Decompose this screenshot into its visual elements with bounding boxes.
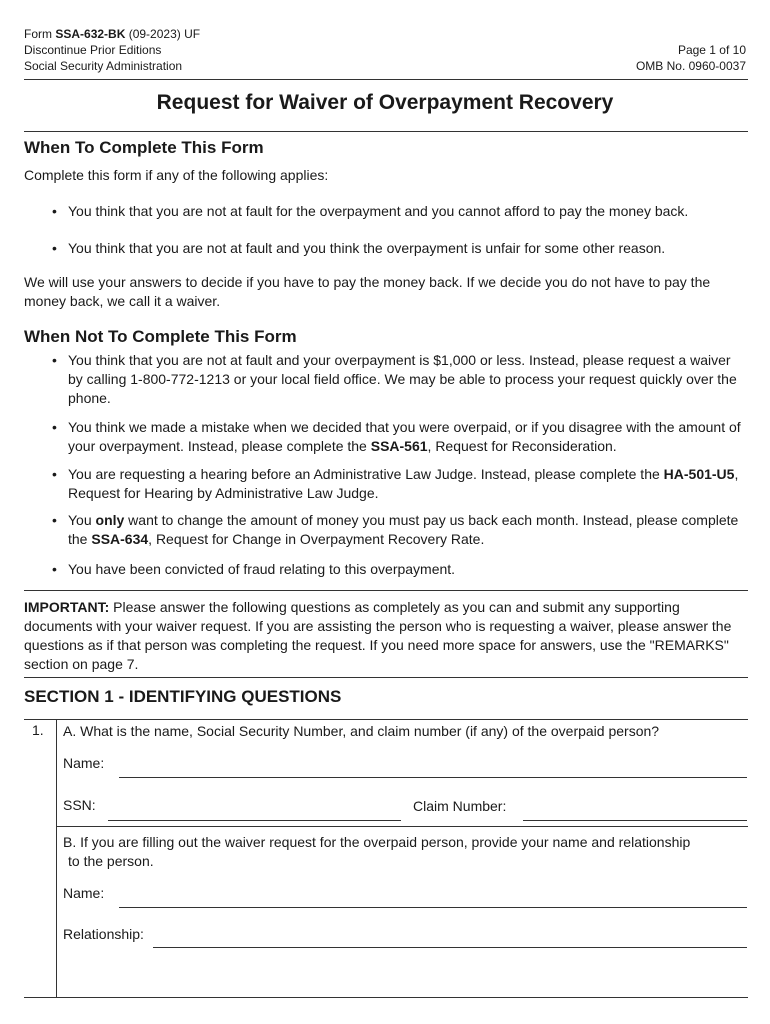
form-ref-ssa-561: SSA-561: [370, 438, 428, 454]
bullet-icon: •: [52, 466, 57, 482]
representative-name-label: Name:: [63, 885, 105, 901]
page-title: Request for Waiver of Overpayment Recovery: [156, 91, 614, 114]
form-page: Form SSA-632-BK (09-2023) UF Discontinue Prior Editions Social Security Administration Page 1 of 10 OMB No. 0960-0037 Request for Waiver of Overpayment Recovery When To Complete This Form Complete this form if any of the following applies: • You think that you are not at fault for the overpayment and you cannot afford to pay the money back. • You think that you are not at fault and you think the overpayment is unfair for some other reason. We will use your answers to decide if you have to pay the money back. If we decide you do not have to pay the money back, we call it a waiver. When Not To Complete This Form • You think that you are not at fault and your overpayment is $1,000 or less. Instead, please request a waiver by calling 1-800-772-1213 or your local field office. We may be able to process your request quickly over the phone. • You think we made a mistake when we decided that you were overpaid, or if you disagree with the amount of your overpayment. Instead, please complete the SSA-561, Request for Reconsideration. • You are requesting a hearing before an Administrative Law Judge. Instead, please complete the HA-501-U5, Request for Hearing by Administrative Law Judge. • You only want to change the amount of money you must pay us back each month. Instead, please complete the SSA-634, Request for Change in Overpayment Recovery Rate. • You have been convicted of fraud relating to this overpayment. IMPORTANT: Please answer the following questions as completely as you can and submit any supporting documents with your waiver request. If you are assisting the person who is requesting a waiver, please answer the questions as if that person was completing the request. If you need more space for answers, use the "REMARKS" section on page 7. SECTION 1 - IDENTIFYING QUESTIONS 1. A. What is the name, Social Security Number, and claim number (if any) of the overpaid person? Name: SSN: Claim Number: B. If you are filling out the waiver request for the overpaid person, provide your name and relationship to the person. Name: Relationship:: [0, 0, 770, 1024]
question-1b: B. If you are filling out the waiver request for the overpaid person, provide your name and relationship to the person.: [63, 834, 691, 869]
claim-number-label: Claim Number:: [413, 798, 507, 814]
relationship-field[interactable]: [153, 947, 747, 948]
bullet-icon: •: [52, 561, 57, 577]
relationship-label: Relationship:: [63, 926, 144, 942]
ssn-field[interactable]: [108, 820, 401, 821]
representative-name-field[interactable]: [119, 907, 747, 908]
question-column-divider: [56, 719, 57, 997]
when-complete-intro: Complete this form if any of the following applies:: [24, 167, 329, 183]
agency-name: Social Security Administration: [24, 59, 183, 73]
form-header-right: [636, 42, 746, 74]
header-divider: [24, 79, 748, 80]
page-number: Page 1 of 10: [677, 43, 746, 57]
form-id-line: Form SSA-632-BK (09-2023) UF: [24, 27, 201, 41]
question-1b-divider: [56, 826, 748, 827]
when-not-heading: When Not To Complete This Form: [24, 327, 297, 346]
important-top-divider: [24, 590, 748, 591]
when-complete-heading: When To Complete This Form: [24, 138, 264, 157]
editions-note: Discontinue Prior Editions: [24, 43, 162, 57]
bullet-icon: •: [52, 352, 57, 368]
ssn-label: SSN:: [63, 797, 96, 813]
omb-number: OMB No. 0960-0037: [635, 59, 746, 73]
waiver-explanation: We will use your answers to decide if you have to pay the money back. If we decide you do not have to pay the money back, we call it a waiver.: [24, 274, 711, 309]
bullet-icon: •: [52, 240, 57, 256]
name-label: Name:: [63, 755, 105, 771]
bullet-icon: •: [52, 419, 57, 435]
section-1-title: SECTION 1 - IDENTIFYING QUESTIONS: [24, 687, 342, 706]
section-1-bottom-border: [24, 997, 748, 998]
form-id: SSA-632-BK: [55, 27, 126, 41]
form-ref-ssa-634: SSA-634: [91, 531, 149, 547]
question-1a: A. What is the name, Social Security Number, and claim number (if any) of the overpaid person?: [63, 723, 660, 739]
bullet-icon: •: [52, 203, 57, 219]
title-divider: [24, 131, 748, 132]
section-1-top-border: [24, 719, 748, 720]
important-label: IMPORTANT:: [24, 599, 110, 615]
name-field[interactable]: [119, 777, 747, 778]
claim-number-field[interactable]: [523, 820, 747, 821]
question-number: 1.: [32, 722, 44, 738]
bullet-icon: •: [52, 512, 57, 528]
form-header-left: [24, 26, 200, 74]
important-note: IMPORTANT: Please answer the following questions as completely as you can and submit any supporting documents with your waiver request. If you are assisting the person who is requesting a waiver, please answer the questions as if that person was completing the request. If you need more space for answers, use the "REMARKS" section on page 7.: [24, 599, 732, 672]
form-ref-ha-501: HA-501-U5: [663, 466, 735, 482]
section-divider: [24, 677, 748, 678]
